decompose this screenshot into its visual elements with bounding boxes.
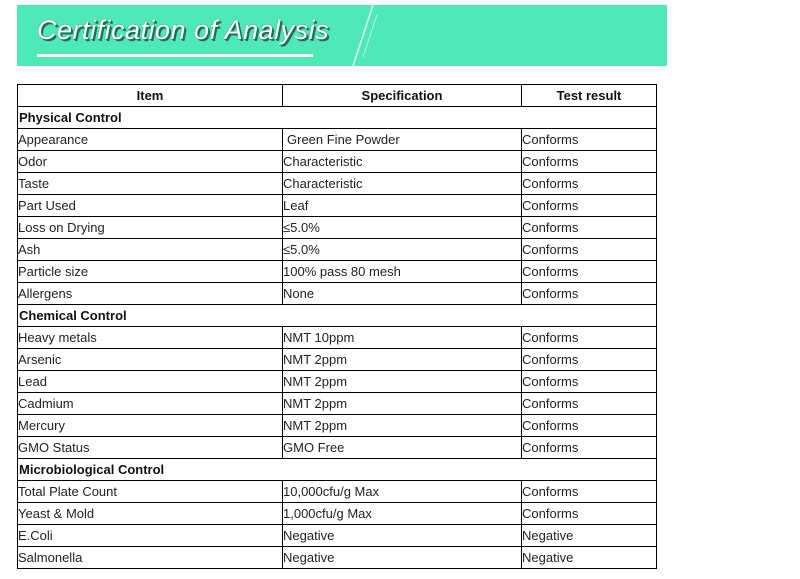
item-cell: Part Used (18, 195, 283, 217)
item-cell: GMO Status (18, 437, 283, 459)
specification-cell: ≤5.0% (283, 239, 522, 261)
specification-cell: Leaf (283, 195, 522, 217)
table-row (18, 437, 657, 459)
table-row (18, 547, 657, 569)
analysis-table (17, 84, 657, 569)
specification-cell: NMT 2ppm (283, 415, 522, 437)
column-header-test-result: Test result (522, 85, 657, 107)
specification-cell: None (283, 283, 522, 305)
item-cell: Allergens (18, 283, 283, 305)
test-result-cell: Conforms (522, 283, 657, 305)
item-cell: Particle size (18, 261, 283, 283)
test-result-cell: Conforms (522, 393, 657, 415)
table-row (18, 349, 657, 371)
specification-cell: Negative (283, 525, 522, 547)
specification-cell: ≤5.0% (283, 217, 522, 239)
specification-cell: 10,000cfu/g Max (283, 481, 522, 503)
table-body (18, 107, 657, 569)
specification-cell: NMT 2ppm (283, 393, 522, 415)
table-row (18, 195, 657, 217)
section-row (18, 305, 657, 327)
specification-cell: Characteristic (283, 151, 522, 173)
item-cell: Heavy metals (18, 327, 283, 349)
specification-cell: NMT 2ppm (283, 371, 522, 393)
test-result-cell: Conforms (522, 371, 657, 393)
item-cell: Ash (18, 239, 283, 261)
item-cell: Salmonella (18, 547, 283, 569)
test-result-cell: Conforms (522, 327, 657, 349)
section-title: Microbiological Control (18, 459, 657, 481)
table-row (18, 327, 657, 349)
table-row (18, 393, 657, 415)
specification-cell: NMT 10ppm (283, 327, 522, 349)
test-result-cell: Conforms (522, 173, 657, 195)
item-cell: Total Plate Count (18, 481, 283, 503)
item-cell: Cadmium (18, 393, 283, 415)
item-cell: E.Coli (18, 525, 283, 547)
test-result-cell: Conforms (522, 261, 657, 283)
table-row (18, 239, 657, 261)
test-result-cell: Conforms (522, 151, 657, 173)
table-row (18, 481, 657, 503)
test-result-cell: Conforms (522, 437, 657, 459)
test-result-cell: Conforms (522, 129, 657, 151)
specification-cell: 1,000cfu/g Max (283, 503, 522, 525)
specification-cell: Negative (283, 547, 522, 569)
table-row (18, 129, 657, 151)
test-result-cell: Conforms (522, 217, 657, 239)
specification-cell: Green Fine Powder (283, 129, 522, 151)
column-header-item: Item (18, 85, 283, 107)
section-title: Chemical Control (18, 305, 657, 327)
table-row (18, 261, 657, 283)
test-result-cell: Conforms (522, 349, 657, 371)
specification-cell: GMO Free (283, 437, 522, 459)
table-header-row (18, 85, 657, 107)
table-row (18, 415, 657, 437)
table-row (18, 283, 657, 305)
table-row (18, 525, 657, 547)
test-result-cell: Conforms (522, 481, 657, 503)
test-result-cell: Negative (522, 547, 657, 569)
table-row (18, 217, 657, 239)
item-cell: Taste (18, 173, 283, 195)
test-result-cell: Conforms (522, 503, 657, 525)
table-row (18, 503, 657, 525)
section-row (18, 107, 657, 129)
banner-slash-decoration (339, 5, 379, 66)
table-row (18, 151, 657, 173)
table-row (18, 371, 657, 393)
test-result-cell: Conforms (522, 195, 657, 217)
table-row (18, 173, 657, 195)
item-cell: Arsenic (18, 349, 283, 371)
item-cell: Mercury (18, 415, 283, 437)
test-result-cell: Negative (522, 525, 657, 547)
test-result-cell: Conforms (522, 239, 657, 261)
item-cell: Lead (18, 371, 283, 393)
item-cell: Yeast & Mold (18, 503, 283, 525)
item-cell: Appearance (18, 129, 283, 151)
specification-cell: NMT 2ppm (283, 349, 522, 371)
specification-cell: 100% pass 80 mesh (283, 261, 522, 283)
item-cell: Loss on Drying (18, 217, 283, 239)
specification-cell: Characteristic (283, 173, 522, 195)
item-cell: Odor (18, 151, 283, 173)
banner-underline (37, 54, 313, 57)
section-title: Physical Control (18, 107, 657, 129)
banner-title: Certification of Analysis (37, 15, 330, 45)
test-result-cell: Conforms (522, 415, 657, 437)
section-row (18, 459, 657, 481)
title-banner (17, 5, 667, 66)
column-header-specification: Specification (283, 85, 522, 107)
